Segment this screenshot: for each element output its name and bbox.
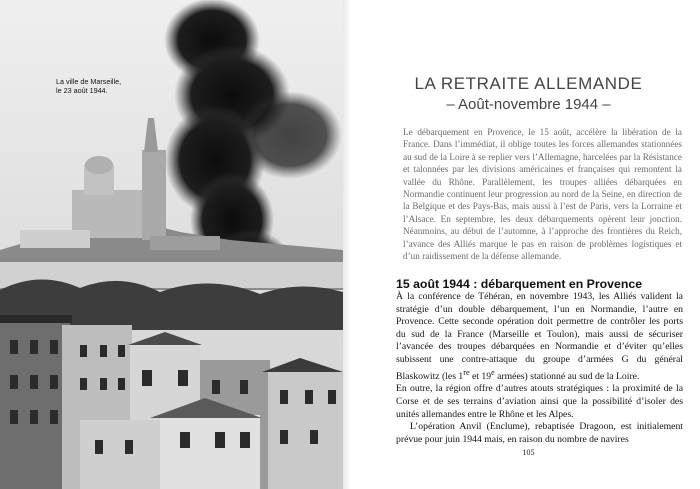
section-body	[396, 291, 683, 446]
chapter-intro: Le débarquement en Provence, le 15 août, accélère la libération de la France. Dans l’immédiat, il oblige toutes les forces allemandes stationnées au sud de la Loire à se replier vers l’Allemagne, harcelées par la Résistance et talonnées par les divisions américaines et françaises qui remontent la vallée du Rhône. Parallèlement, les troupes alliées débarquées en Normandie continuent leur progression au nord de la Seine, en direction de la Belgique et des Pays-Bas, mais aussi à l’est de Paris, vers la Lorraine et l’Alsace. En septembre, les deux débarquements opèrent leur jonction. Néanmoins, au début de l’automne, à l’approche des frontières du Reich, l’avance des Alliés marque le pas en raison de problèmes logistiques et d’un raidissement de la défense allemande.	[403, 127, 682, 262]
right-page	[357, 0, 700, 489]
caption-line-2: le 23 août 1944.	[56, 86, 108, 95]
page-number: 105	[522, 448, 535, 457]
chapter-subtitle: – Août-novembre 1944 –	[446, 96, 611, 113]
paragraph-1-text-a: À la conférence de Téhéran, en novembre 1943, les Alliés valident la stratégie d’un double débarquement, l’un en Normandie, l’autre en Provence. Cette seconde opération doit permettre de contrôler les ports du sud de la France (Marseille et Toulon), mais aussi de sécuriser l’avancée des troupes débarquées en Normandie et d’éviter qu’elles subissent une contre-attaque du groupe d’armées G du général Blaskowitz (les 1	[396, 291, 683, 382]
caption-line-1: La ville de Marseille,	[56, 77, 122, 86]
marseille-photo	[0, 0, 343, 489]
paragraph-3: L’opération Anvil (Enclume), rebaptisée Dragoon, est initialement prévue pour juin 1944 mais, en raison du nombre de navires	[396, 421, 683, 445]
paragraph-1-sup-b: e	[491, 367, 495, 377]
paragraph-1-sup-a: re	[463, 367, 470, 377]
chapter-title: LA RETRAITE ALLEMANDE	[414, 74, 643, 93]
section-title: 15 août 1944 : débarquement en Provence	[396, 277, 643, 291]
marseille-photo-drawing	[0, 0, 343, 489]
photo-caption	[56, 77, 146, 95]
paragraph-1-text-b: et 19	[469, 370, 492, 382]
paragraph-2: En outre, la région offre d’autres atouts stratégiques : la proximité de la Corse et de ses terrains d’aviation ainsi que la possibilité d’isoler des unités allemandes entre le Rhône et les Alpes.	[396, 383, 683, 420]
paragraph-1	[396, 291, 683, 383]
paragraph-1-text-c: armées) stationné au sud de la Loire.	[494, 370, 640, 382]
book-gutter	[343, 0, 357, 489]
